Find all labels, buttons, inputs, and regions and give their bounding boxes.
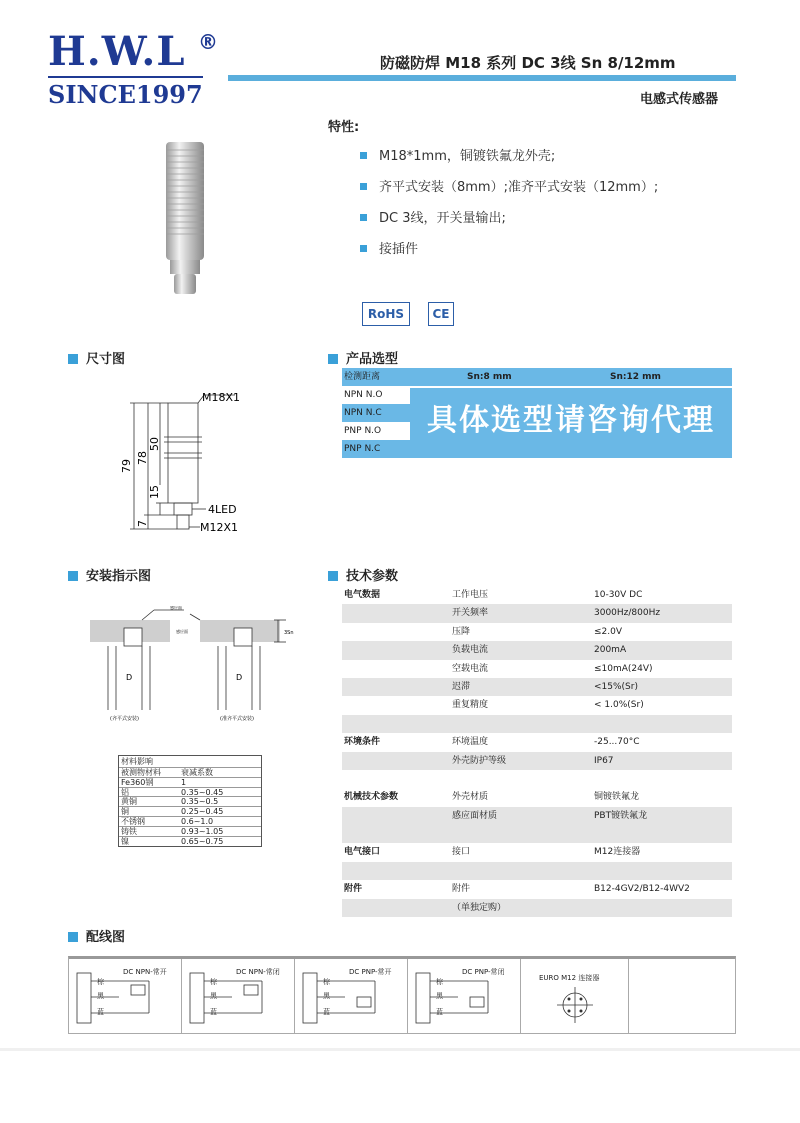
selection-header: 检测距离 Sn:8 mm Sn:12 mm — [342, 368, 732, 386]
square-icon — [68, 354, 78, 364]
install-drawing — [90, 606, 310, 724]
square-icon — [328, 354, 338, 364]
section-tech: 技术参数 — [328, 565, 398, 584]
feature-item: 齐平式安装（8mm）;准齐平式安装（12mm）; — [360, 176, 658, 195]
bullet-icon — [360, 214, 367, 221]
section-selection: 产品选型 — [328, 348, 398, 367]
install-note2: 感应面 — [176, 629, 188, 634]
table-row: 电气数据 工作电压 10-30V DC — [344, 590, 643, 600]
table-row: 电气接口 接口 M12连接器 — [344, 847, 641, 858]
wiring-cell-pnp-no: DC PNP-常开 棕 黑 蓝 — [295, 959, 408, 1034]
brand-since: SINCE1997 — [48, 80, 203, 109]
table-row: 不锈钢 0.6~1.0 — [119, 817, 261, 827]
feature-item: M18*1mm，铜镀铁氟龙外壳; — [360, 145, 555, 164]
table-row: 感应面材质 PBT镀铁氟龙 — [342, 807, 732, 825]
table-row: 重复精度 < 1.0%(Sr) — [452, 700, 644, 711]
selection-overlay: 具体选型请咨询代理 — [410, 386, 732, 458]
page-title: 防磁防焊 M18 系列 DC 3线 Sn 8/12mm — [380, 54, 676, 72]
dim-m18: M18X1 — [202, 391, 241, 404]
dim-led: 4LED — [208, 503, 237, 516]
bullet-icon — [360, 183, 367, 190]
dim-15: 15 — [148, 485, 161, 499]
feature-item: DC 3线，开关量输出; — [360, 207, 506, 226]
title-bar — [228, 75, 736, 81]
table-row — [342, 862, 732, 880]
table-row: 黄铜 0.35~0.5 — [119, 797, 261, 807]
square-icon — [68, 571, 78, 581]
brand-logo: H.W.L — [48, 28, 186, 75]
table-row: 空载电流 ≤10mA(24V) — [452, 663, 653, 674]
dim-78: 78 — [136, 451, 149, 465]
connector-icon — [521, 959, 629, 1034]
page-subtitle: 电感式传感器 — [640, 92, 719, 107]
table-row: 外壳防护等级 IP67 — [342, 752, 732, 770]
table-row: 环境条件 环境温度 -25...70°C — [344, 737, 640, 748]
bullet-icon — [360, 152, 367, 159]
feature-item: 接插件 — [360, 238, 418, 257]
install-label-left: (齐平式安装) — [110, 716, 139, 722]
wiring-cell-pnp-nc: DC PNP-常闭 棕 黑 蓝 — [408, 959, 521, 1034]
install-note1: 感应面 — [170, 606, 182, 610]
install-side: 3Sn — [284, 630, 294, 636]
square-icon — [68, 932, 78, 942]
table-row: 铸铁 0.93~1.05 — [119, 827, 261, 837]
dim-50: 50 — [148, 437, 161, 451]
logo-divider — [48, 76, 203, 78]
features-title: 特性: — [328, 120, 360, 135]
selection-row: NPN N.O — [344, 390, 383, 400]
tech-table — [342, 586, 732, 917]
selection-row: PNP N.C — [342, 440, 732, 458]
dim-79: 79 — [120, 459, 133, 473]
material-table — [118, 755, 262, 847]
table-row — [342, 715, 732, 733]
wiring-box — [68, 956, 736, 1034]
install-label-right: (准齐平式安装) — [220, 716, 254, 722]
table-row: 铜 0.25~0.45 — [119, 807, 261, 817]
section-wiring: 配线图 — [68, 926, 125, 945]
wiring-cell-npn-nc: DC NPN-常闭 棕 黑 蓝 — [182, 959, 295, 1034]
rohs-badge: RoHS — [362, 302, 410, 326]
section-dimension: 尺寸图 — [68, 348, 125, 367]
dim-7: 7 — [136, 520, 149, 527]
table-row: 负载电流 200mA — [342, 641, 732, 659]
table-row: 压降 ≤2.0V — [452, 626, 623, 637]
section-install: 安装指示图 — [68, 565, 151, 584]
material-header: 被测物材料 衰减系数 — [119, 768, 261, 778]
table-row: 铝 0.35~0.45 — [119, 788, 261, 798]
material-title: 材料影响 — [119, 756, 261, 768]
wiring-cell-npn-no: DC NPN-常开 棕 黑 蓝 — [69, 959, 182, 1034]
install-d-right: D — [236, 673, 243, 682]
wiring-cell-euro: EURO M12 连接器 — [521, 959, 629, 1034]
table-row — [342, 825, 732, 843]
dimension-drawing — [120, 385, 280, 540]
square-icon — [328, 571, 338, 581]
dim-m12: M12X1 — [200, 521, 239, 534]
install-d-left: D — [126, 673, 133, 682]
table-row: 附件 附件 B12-4GV2/B12-4WV2 — [344, 884, 690, 895]
registered-mark: ® — [198, 30, 218, 54]
footer-divider — [0, 1048, 800, 1051]
ce-badge: CE — [428, 302, 454, 326]
table-row: 开关频率 3000Hz/800Hz — [342, 604, 732, 622]
product-image — [160, 140, 210, 300]
table-row: Fe360钢 1 — [119, 778, 261, 788]
table-row: （单独定购） — [342, 899, 732, 917]
selection-row: PNP N.O — [344, 426, 382, 436]
table-row: 机械技术参数 外壳材质 铜镀铁氟龙 — [344, 792, 640, 803]
table-row — [342, 770, 732, 788]
selection-row: NPN N.C — [342, 404, 732, 422]
bullet-icon — [360, 245, 367, 252]
table-row: 迟滞 <15%(Sr) — [342, 678, 732, 696]
table-row: 镍 0.65~0.75 — [121, 836, 224, 846]
